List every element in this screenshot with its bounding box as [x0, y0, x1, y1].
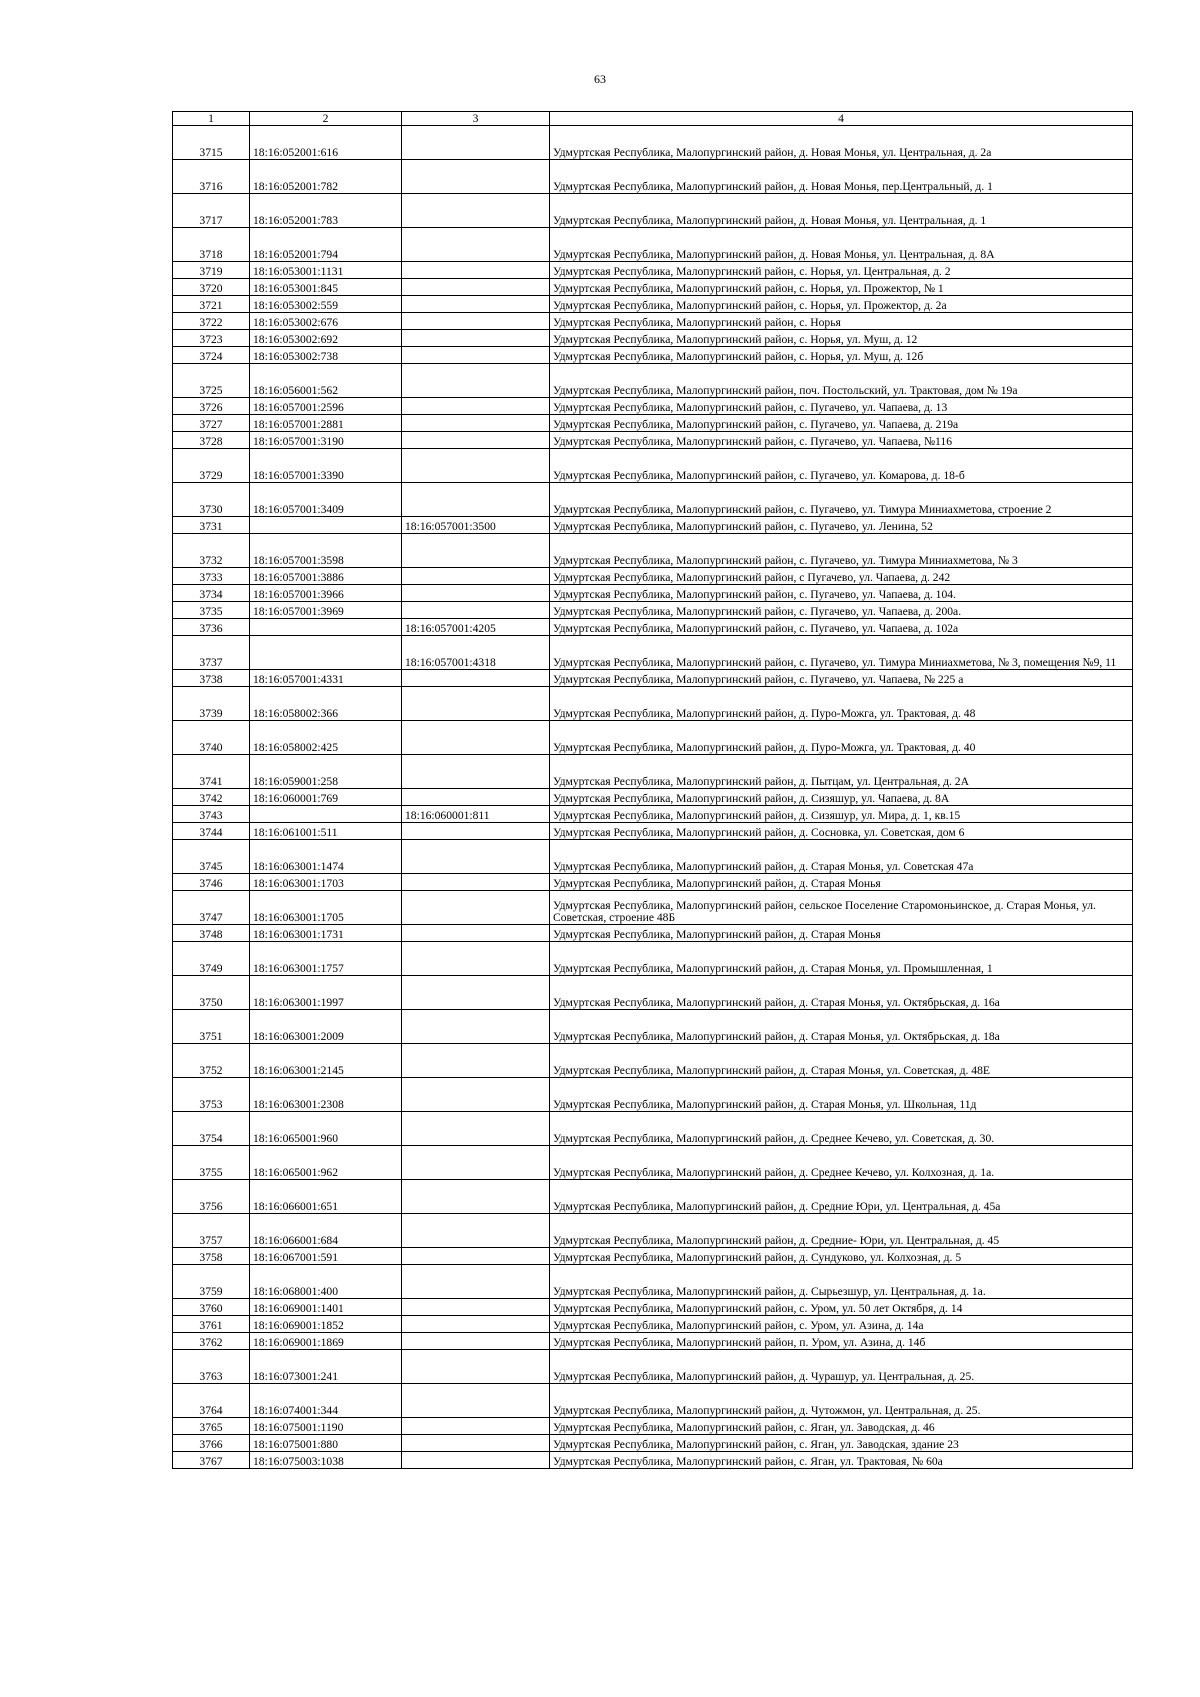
row-number-cell: 3731 [173, 517, 250, 534]
cadastral-number-cell: 18:16:052001:783 [250, 194, 402, 228]
building-cadastral-cell [402, 262, 550, 279]
building-cadastral-cell [402, 1299, 550, 1316]
cadastral-number-cell: 18:16:053002:559 [250, 296, 402, 313]
row-number-cell: 3762 [173, 1333, 250, 1350]
table-row [173, 126, 1133, 160]
table-header [173, 112, 1133, 126]
building-cadastral-cell [402, 1010, 550, 1044]
address-cell: Удмуртская Республика, Малопургинский район, д. Старая Монья, ул. Советская 47а [550, 840, 1133, 874]
row-number-cell: 3739 [173, 687, 250, 721]
building-cadastral-cell [402, 925, 550, 942]
cadastral-number-cell: 18:16:057001:3190 [250, 432, 402, 449]
cadastral-number-cell: 18:16:061001:511 [250, 823, 402, 840]
table-row [173, 279, 1133, 296]
cadastral-number-cell [250, 619, 402, 636]
row-number-cell: 3749 [173, 942, 250, 976]
address-cell: Удмуртская Республика, Малопургинский район, д. Новая Монья, ул. Центральная, д. 1 [550, 194, 1133, 228]
table-row [173, 755, 1133, 789]
table-row [173, 313, 1133, 330]
address-cell: Удмуртская Республика, Малопургинский район, с. Пугачево, ул. Тимура Миниахметова, № 3, помещения №9, 11 [550, 636, 1133, 670]
address-cell: Удмуртская Республика, Малопургинский район, с. Норья, ул. Прожектор, д. 2а [550, 296, 1133, 313]
address-cell: Удмуртская Республика, Малопургинский район, с. Пугачево, ул. Чапаева, №116 [550, 432, 1133, 449]
building-cadastral-cell [402, 942, 550, 976]
building-cadastral-cell [402, 296, 550, 313]
row-number-cell: 3725 [173, 364, 250, 398]
table-row [173, 1452, 1133, 1469]
building-cadastral-cell [402, 449, 550, 483]
address-cell: Удмуртская Республика, Малопургинский район, с. Яган, ул. Заводская, д. 46 [550, 1418, 1133, 1435]
cadastral-number-cell: 18:16:075001:1190 [250, 1418, 402, 1435]
building-cadastral-cell [402, 330, 550, 347]
row-number-cell: 3743 [173, 806, 250, 823]
cadastral-number-cell: 18:16:063001:2308 [250, 1078, 402, 1112]
row-number-cell: 3727 [173, 415, 250, 432]
row-number-cell: 3730 [173, 483, 250, 517]
building-cadastral-cell: 18:16:057001:3500 [402, 517, 550, 534]
row-number-cell: 3753 [173, 1078, 250, 1112]
row-number-cell: 3744 [173, 823, 250, 840]
address-cell: Удмуртская Республика, Малопургинский район, д. Старая Монья, ул. Школьная, 11д [550, 1078, 1133, 1112]
building-cadastral-cell [402, 1384, 550, 1418]
building-cadastral-cell [402, 755, 550, 789]
table-row [173, 262, 1133, 279]
header-col-4: 4 [550, 112, 1133, 126]
building-cadastral-cell [402, 1316, 550, 1333]
table-row [173, 619, 1133, 636]
row-number-cell: 3764 [173, 1384, 250, 1418]
address-cell: Удмуртская Республика, Малопургинский район, д. Старая Монья, ул. Советская, д. 48Е [550, 1044, 1133, 1078]
cadastral-number-cell: 18:16:063001:2145 [250, 1044, 402, 1078]
address-cell: Удмуртская Республика, Малопургинский район, с. Норья, ул. Муш, д. 12 [550, 330, 1133, 347]
cadastral-number-cell: 18:16:053002:738 [250, 347, 402, 364]
row-number-cell: 3759 [173, 1265, 250, 1299]
cadastral-number-cell: 18:16:074001:344 [250, 1384, 402, 1418]
table-row [173, 415, 1133, 432]
row-number-cell: 3719 [173, 262, 250, 279]
table-row [173, 891, 1133, 925]
cadastral-number-cell: 18:16:063001:1705 [250, 891, 402, 925]
table-row [173, 1010, 1133, 1044]
building-cadastral-cell [402, 1350, 550, 1384]
cadastral-number-cell: 18:16:066001:684 [250, 1214, 402, 1248]
building-cadastral-cell [402, 347, 550, 364]
table-row [173, 1299, 1133, 1316]
row-number-cell: 3752 [173, 1044, 250, 1078]
table-row [173, 1316, 1133, 1333]
row-number-cell: 3733 [173, 568, 250, 585]
table-body [173, 126, 1133, 1469]
table-row [173, 636, 1133, 670]
row-number-cell: 3748 [173, 925, 250, 942]
cadastral-number-cell: 18:16:053001:1131 [250, 262, 402, 279]
building-cadastral-cell [402, 1418, 550, 1435]
row-number-cell: 3737 [173, 636, 250, 670]
table-row [173, 1265, 1133, 1299]
address-cell: Удмуртская Республика, Малопургинский район, с. Пугачево, ул. Чапаева, № 225 а [550, 670, 1133, 687]
row-number-cell: 3720 [173, 279, 250, 296]
cadastral-number-cell: 18:16:057001:2881 [250, 415, 402, 432]
row-number-cell: 3718 [173, 228, 250, 262]
cadastral-number-cell: 18:16:052001:782 [250, 160, 402, 194]
row-number-cell: 3746 [173, 874, 250, 891]
building-cadastral-cell [402, 432, 550, 449]
building-cadastral-cell [402, 585, 550, 602]
building-cadastral-cell [402, 1333, 550, 1350]
header-row [173, 112, 1133, 126]
table-row [173, 1214, 1133, 1248]
address-cell: Удмуртская Республика, Малопургинский район, д. Сизяшур, ул. Чапаева, д. 8А [550, 789, 1133, 806]
address-cell: Удмуртская Республика, Малопургинский район, д. Средние Юри, ул. Центральная, д. 45а [550, 1180, 1133, 1214]
address-cell: Удмуртская Республика, Малопургинский район, д. Сизяшур, ул. Мира, д. 1, кв.15 [550, 806, 1133, 823]
row-number-cell: 3729 [173, 449, 250, 483]
table-row [173, 1418, 1133, 1435]
building-cadastral-cell [402, 1180, 550, 1214]
table-row [173, 670, 1133, 687]
row-number-cell: 3724 [173, 347, 250, 364]
building-cadastral-cell [402, 364, 550, 398]
row-number-cell: 3717 [173, 194, 250, 228]
row-number-cell: 3754 [173, 1112, 250, 1146]
table-row [173, 840, 1133, 874]
building-cadastral-cell [402, 1435, 550, 1452]
header-col-3: 3 [402, 112, 550, 126]
table-row [173, 517, 1133, 534]
cadastral-number-cell: 18:16:063001:1474 [250, 840, 402, 874]
table-row [173, 585, 1133, 602]
row-number-cell: 3767 [173, 1452, 250, 1469]
table-row [173, 823, 1133, 840]
address-cell: Удмуртская Республика, Малопургинский район, д. Средние- Юри, ул. Центральная, д. 45 [550, 1214, 1133, 1248]
cadastral-number-cell: 18:16:069001:1869 [250, 1333, 402, 1350]
building-cadastral-cell: 18:16:060001:811 [402, 806, 550, 823]
building-cadastral-cell [402, 1214, 550, 1248]
building-cadastral-cell [402, 840, 550, 874]
address-cell: Удмуртская Республика, Малопургинский район, д. Новая Монья, ул. Центральная, д. 2а [550, 126, 1133, 160]
address-cell: Удмуртская Республика, Малопургинский район, с. Норья, ул. Муш, д. 12б [550, 347, 1133, 364]
building-cadastral-cell [402, 160, 550, 194]
address-cell: Удмуртская Республика, Малопургинский район, с. Пугачево, ул. Чапаева, д. 200а. [550, 602, 1133, 619]
table-row [173, 483, 1133, 517]
table-row [173, 228, 1133, 262]
address-cell: Удмуртская Республика, Малопургинский район, с. Пугачево, ул. Чапаева, д. 13 [550, 398, 1133, 415]
building-cadastral-cell [402, 568, 550, 585]
row-number-cell: 3715 [173, 126, 250, 160]
cadastral-number-cell: 18:16:056001:562 [250, 364, 402, 398]
cadastral-number-cell: 18:16:058002:366 [250, 687, 402, 721]
cadastral-number-cell: 18:16:075003:1038 [250, 1452, 402, 1469]
row-number-cell: 3761 [173, 1316, 250, 1333]
cadastral-number-cell: 18:16:063001:2009 [250, 1010, 402, 1044]
building-cadastral-cell: 18:16:057001:4205 [402, 619, 550, 636]
cadastral-number-cell: 18:16:073001:241 [250, 1350, 402, 1384]
table-row [173, 1044, 1133, 1078]
row-number-cell: 3751 [173, 1010, 250, 1044]
cadastral-number-cell: 18:16:063001:1703 [250, 874, 402, 891]
address-cell: Удмуртская Республика, Малопургинский район, с. Уром, ул. 50 лет Октября, д. 14 [550, 1299, 1133, 1316]
cadastral-number-cell: 18:16:057001:2596 [250, 398, 402, 415]
address-cell: Удмуртская Республика, Малопургинский район, с. Уром, ул. Азина, д. 14а [550, 1316, 1133, 1333]
cadastral-number-cell: 18:16:057001:3409 [250, 483, 402, 517]
address-cell: Удмуртская Республика, Малопургинский район, д. Новая Монья, пер.Центральный, д. 1 [550, 160, 1133, 194]
address-cell: Удмуртская Республика, Малопургинский район, д. Пуро-Можга, ул. Трактовая, д. 40 [550, 721, 1133, 755]
building-cadastral-cell [402, 1044, 550, 1078]
building-cadastral-cell [402, 194, 550, 228]
table-row [173, 432, 1133, 449]
address-cell: Удмуртская Республика, Малопургинский район, д. Новая Монья, ул. Центральная, д. 8А [550, 228, 1133, 262]
table-row [173, 976, 1133, 1010]
address-cell: Удмуртская Республика, Малопургинский район, п. Уром, ул. Азина, д. 14б [550, 1333, 1133, 1350]
address-cell: Удмуртская Республика, Малопургинский район, д. Старая Монья, ул. Октябрьская, д. 18а [550, 1010, 1133, 1044]
cadastral-number-cell: 18:16:069001:1852 [250, 1316, 402, 1333]
row-number-cell: 3735 [173, 602, 250, 619]
cadastral-number-cell: 18:16:060001:769 [250, 789, 402, 806]
row-number-cell: 3758 [173, 1248, 250, 1265]
address-cell: Удмуртская Республика, Малопургинский район, д. Пуро-Можга, ул. Трактовая, д. 48 [550, 687, 1133, 721]
table-row [173, 1435, 1133, 1452]
building-cadastral-cell [402, 279, 550, 296]
cadastral-number-cell: 18:16:053002:692 [250, 330, 402, 347]
address-cell: Удмуртская Республика, Малопургинский район, д. Сосновка, ул. Советская, дом 6 [550, 823, 1133, 840]
row-number-cell: 3728 [173, 432, 250, 449]
cadastral-number-cell: 18:16:057001:4331 [250, 670, 402, 687]
cadastral-number-cell: 18:16:057001:3886 [250, 568, 402, 585]
table-row [173, 296, 1133, 313]
building-cadastral-cell [402, 1112, 550, 1146]
building-cadastral-cell [402, 874, 550, 891]
address-cell: Удмуртская Республика, Малопургинский район, д. Сырьезшур, ул. Центральная, д. 1а. [550, 1265, 1133, 1299]
cadastral-number-cell: 18:16:063001:1757 [250, 942, 402, 976]
address-cell: Удмуртская Республика, Малопургинский район, с. Норья [550, 313, 1133, 330]
table-row [173, 942, 1133, 976]
cadastral-number-cell: 18:16:059001:258 [250, 755, 402, 789]
building-cadastral-cell [402, 313, 550, 330]
row-number-cell: 3742 [173, 789, 250, 806]
table-row [173, 925, 1133, 942]
address-cell: Удмуртская Республика, Малопургинский район, д. Старая Монья, ул. Октябрьская, д. 16а [550, 976, 1133, 1010]
building-cadastral-cell [402, 602, 550, 619]
table-row [173, 534, 1133, 568]
cadastral-number-cell: 18:16:052001:794 [250, 228, 402, 262]
address-cell: Удмуртская Республика, Малопургинский район, сельское Поселение Старомоньинское, д. Старая Монья, ул. Советская, строение 48Б [550, 891, 1133, 925]
cadastral-number-cell: 18:16:063001:1731 [250, 925, 402, 942]
page-number: 63 [594, 72, 606, 86]
table-row [173, 160, 1133, 194]
table-row [173, 1350, 1133, 1384]
address-cell: Удмуртская Республика, Малопургинский район, с. Пугачево, ул. Чапаева, д. 104. [550, 585, 1133, 602]
building-cadastral-cell [402, 976, 550, 1010]
building-cadastral-cell [402, 1265, 550, 1299]
table-row [173, 398, 1133, 415]
building-cadastral-cell [402, 1248, 550, 1265]
cadastral-number-cell [250, 517, 402, 534]
cadastral-number-cell: 18:16:057001:3390 [250, 449, 402, 483]
row-number-cell: 3716 [173, 160, 250, 194]
row-number-cell: 3750 [173, 976, 250, 1010]
table-row [173, 1112, 1133, 1146]
cadastral-number-cell: 18:16:058002:425 [250, 721, 402, 755]
table-row [173, 806, 1133, 823]
table-row [173, 1180, 1133, 1214]
table-row [173, 364, 1133, 398]
building-cadastral-cell [402, 228, 550, 262]
cadastral-number-cell: 18:16:069001:1401 [250, 1299, 402, 1316]
address-cell: Удмуртская Республика, Малопургинский район, д. Чурашур, ул. Центральная, д. 25. [550, 1350, 1133, 1384]
address-cell: Удмуртская Республика, Малопургинский район, с. Пугачево, ул. Тимура Миниахметова, № 3 [550, 534, 1133, 568]
cadastral-number-cell: 18:16:052001:616 [250, 126, 402, 160]
row-number-cell: 3766 [173, 1435, 250, 1452]
building-cadastral-cell [402, 1452, 550, 1469]
cadastral-number-cell: 18:16:053001:845 [250, 279, 402, 296]
address-cell: Удмуртская Республика, Малопургинский район, д. Среднее Кечево, ул. Колхозная, д. 1а. [550, 1146, 1133, 1180]
table-row [173, 602, 1133, 619]
row-number-cell: 3760 [173, 1299, 250, 1316]
row-number-cell: 3745 [173, 840, 250, 874]
address-cell: Удмуртская Республика, Малопургинский район, д. Старая Монья [550, 925, 1133, 942]
cadastral-number-cell: 18:16:057001:3969 [250, 602, 402, 619]
building-cadastral-cell [402, 398, 550, 415]
address-cell: Удмуртская Республика, Малопургинский район, д. Старая Монья, ул. Промышленная, 1 [550, 942, 1133, 976]
table-row [173, 1248, 1133, 1265]
address-cell: Удмуртская Республика, Малопургинский район, с. Пугачево, ул. Ленина, 52 [550, 517, 1133, 534]
cadastral-number-cell: 18:16:063001:1997 [250, 976, 402, 1010]
row-number-cell: 3755 [173, 1146, 250, 1180]
row-number-cell: 3726 [173, 398, 250, 415]
row-number-cell: 3723 [173, 330, 250, 347]
table-row [173, 568, 1133, 585]
cadastral-number-cell: 18:16:068001:400 [250, 1265, 402, 1299]
table-row [173, 1078, 1133, 1112]
cadastral-number-cell [250, 806, 402, 823]
row-number-cell: 3747 [173, 891, 250, 925]
header-col-2: 2 [250, 112, 402, 126]
address-cell: Удмуртская Республика, Малопургинский район, с. Яган, ул. Трактовая, № 60а [550, 1452, 1133, 1469]
building-cadastral-cell [402, 1146, 550, 1180]
row-number-cell: 3741 [173, 755, 250, 789]
table-row [173, 194, 1133, 228]
cadastral-number-cell: 18:16:053002:676 [250, 313, 402, 330]
cadastral-number-cell [250, 636, 402, 670]
building-cadastral-cell [402, 721, 550, 755]
cadastral-number-cell: 18:16:067001:591 [250, 1248, 402, 1265]
row-number-cell: 3736 [173, 619, 250, 636]
building-cadastral-cell [402, 789, 550, 806]
row-number-cell: 3722 [173, 313, 250, 330]
table-row [173, 721, 1133, 755]
cadastral-number-cell: 18:16:065001:960 [250, 1112, 402, 1146]
address-cell: Удмуртская Республика, Малопургинский район, с. Пугачево, ул. Комарова, д. 18-б [550, 449, 1133, 483]
address-cell: Удмуртская Республика, Малопургинский район, д. Сундуково, ул. Колхозная, д. 5 [550, 1248, 1133, 1265]
address-cell: Удмуртская Республика, Малопургинский район, с. Пугачево, ул. Тимура Миниахметова, строение 2 [550, 483, 1133, 517]
row-number-cell: 3757 [173, 1214, 250, 1248]
cadastral-number-cell: 18:16:065001:962 [250, 1146, 402, 1180]
row-number-cell: 3756 [173, 1180, 250, 1214]
row-number-cell: 3738 [173, 670, 250, 687]
building-cadastral-cell [402, 1078, 550, 1112]
building-cadastral-cell [402, 483, 550, 517]
table-row [173, 1384, 1133, 1418]
table-row [173, 330, 1133, 347]
building-cadastral-cell [402, 687, 550, 721]
address-cell: Удмуртская Республика, Малопургинский район, поч. Постольский, ул. Трактовая, дом № 19а [550, 364, 1133, 398]
header-col-1: 1 [173, 112, 250, 126]
building-cadastral-cell [402, 126, 550, 160]
address-cell: Удмуртская Республика, Малопургинский район, с. Норья, ул. Прожектор, № 1 [550, 279, 1133, 296]
table-row [173, 449, 1133, 483]
building-cadastral-cell [402, 823, 550, 840]
row-number-cell: 3721 [173, 296, 250, 313]
building-cadastral-cell [402, 415, 550, 432]
address-cell: Удмуртская Республика, Малопургинский район, с. Яган, ул. Заводская, здание 23 [550, 1435, 1133, 1452]
building-cadastral-cell [402, 534, 550, 568]
table-row [173, 1333, 1133, 1350]
address-cell: Удмуртская Республика, Малопургинский район, д. Старая Монья [550, 874, 1133, 891]
table-row [173, 347, 1133, 364]
cadastral-number-cell: 18:16:075001:880 [250, 1435, 402, 1452]
address-cell: Удмуртская Республика, Малопургинский район, д. Чутожмон, ул. Центральная, д. 25. [550, 1384, 1133, 1418]
address-cell: Удмуртская Республика, Малопургинский район, с. Норья, ул. Центральная, д. 2 [550, 262, 1133, 279]
address-cell: Удмуртская Республика, Малопургинский район, д. Среднее Кечево, ул. Советская, д. 30. [550, 1112, 1133, 1146]
address-cell: Удмуртская Республика, Малопургинский район, д. Пытцам, ул. Центральная, д. 2А [550, 755, 1133, 789]
registry-table [172, 111, 1133, 1469]
address-cell: Удмуртская Республика, Малопургинский район, с Пугачево, ул. Чапаева, д. 242 [550, 568, 1133, 585]
address-cell: Удмуртская Республика, Малопургинский район, с. Пугачево, ул. Чапаева, д. 219а [550, 415, 1133, 432]
table-row [173, 874, 1133, 891]
row-number-cell: 3734 [173, 585, 250, 602]
address-cell: Удмуртская Республика, Малопургинский район, с. Пугачево, ул. Чапаева, д. 102а [550, 619, 1133, 636]
row-number-cell: 3765 [173, 1418, 250, 1435]
cadastral-number-cell: 18:16:057001:3966 [250, 585, 402, 602]
row-number-cell: 3763 [173, 1350, 250, 1384]
building-cadastral-cell [402, 891, 550, 925]
building-cadastral-cell [402, 670, 550, 687]
row-number-cell: 3732 [173, 534, 250, 568]
cadastral-number-cell: 18:16:057001:3598 [250, 534, 402, 568]
table-row [173, 687, 1133, 721]
table-row [173, 789, 1133, 806]
building-cadastral-cell: 18:16:057001:4318 [402, 636, 550, 670]
table-row [173, 1146, 1133, 1180]
cadastral-number-cell: 18:16:066001:651 [250, 1180, 402, 1214]
row-number-cell: 3740 [173, 721, 250, 755]
